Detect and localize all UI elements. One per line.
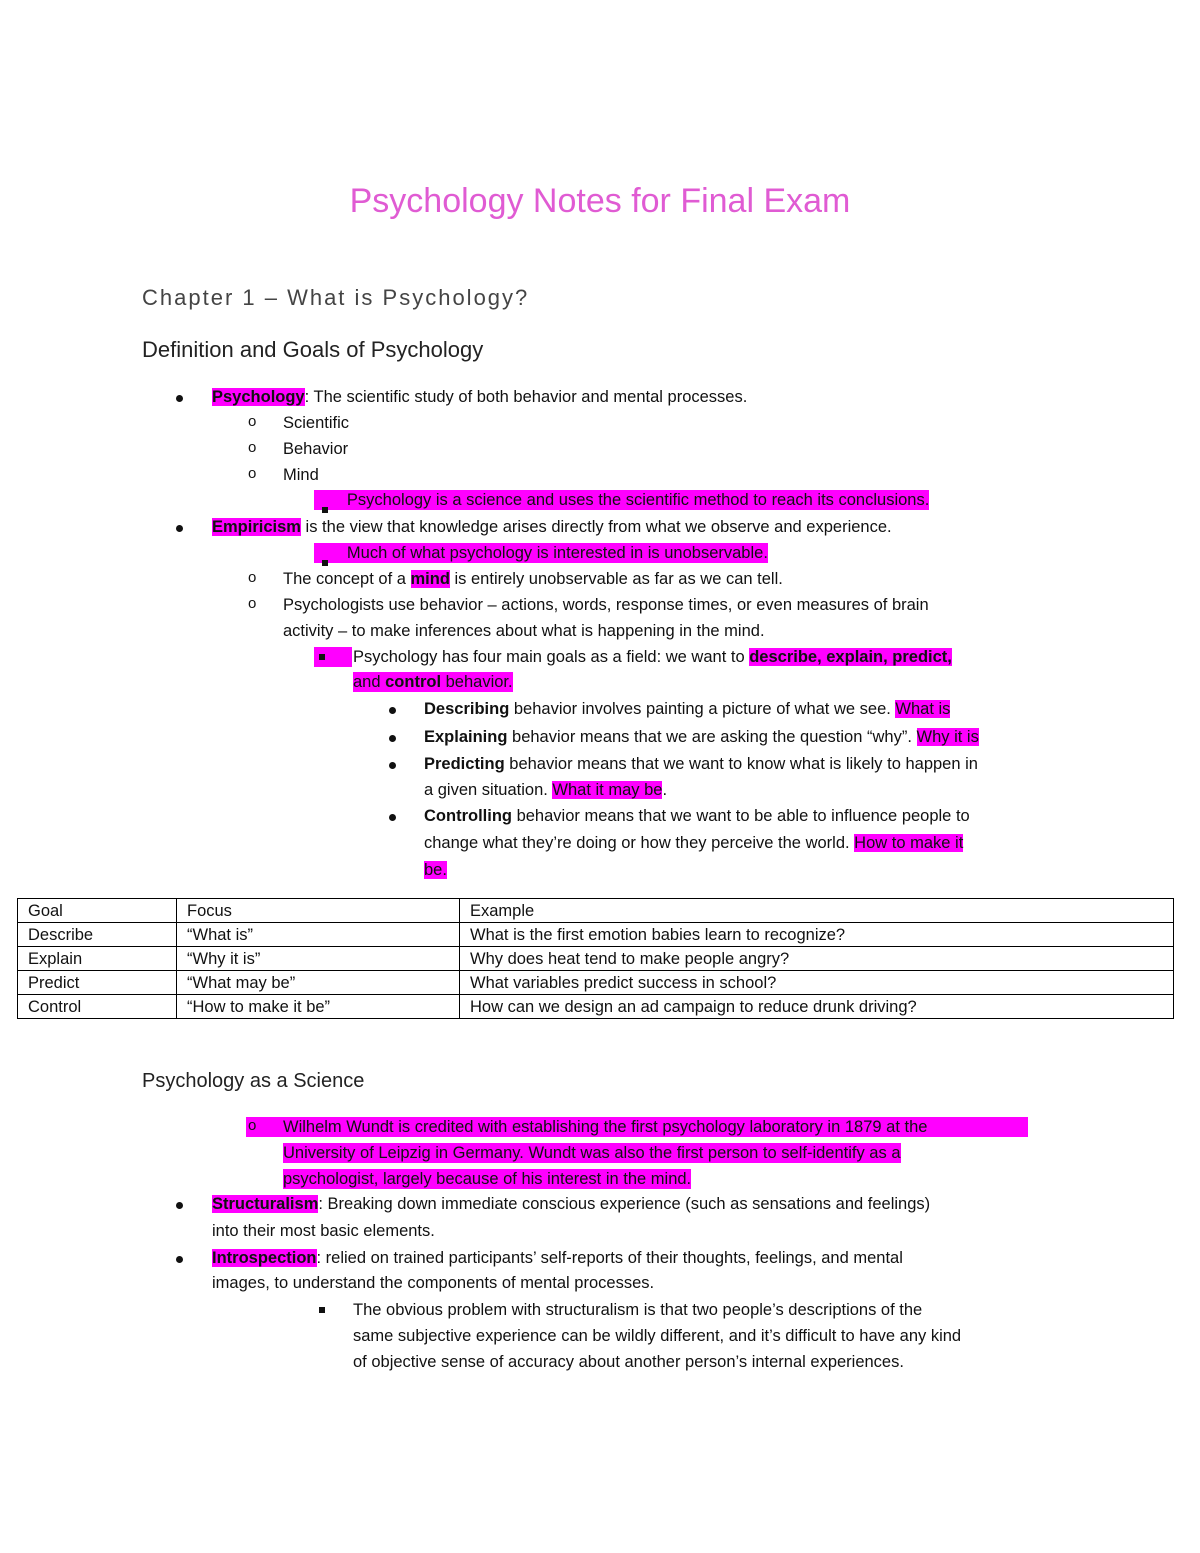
- table-row: [18, 995, 1174, 1019]
- table-cell: Explain: [18, 947, 177, 971]
- section-heading-definition: Definition and Goals of Psychology: [142, 337, 484, 362]
- text: The concept of a: [283, 570, 411, 588]
- text: behavior means that we are asking the question “why”.: [507, 728, 917, 746]
- text: change what they’re doing or how they perceive the world.: [424, 834, 855, 852]
- circle-bullet: o: [248, 465, 257, 482]
- highlight-how-to-make-it: How to make it: [854, 834, 964, 852]
- wundt-line1: Wilhelm Wundt is credited with establishing the first psychology laboratory in 1879 at the: [283, 1118, 928, 1136]
- wundt-line3: psychologist, largely because of his interest in the mind.: [283, 1170, 692, 1188]
- chapter-heading: Chapter 1 – What is Psychology?: [142, 285, 530, 310]
- circle-bullet: o: [248, 569, 257, 586]
- table-cell: “Why it is”: [177, 947, 460, 971]
- table-cell: What variables predict success in school?: [460, 971, 1174, 995]
- bullet-dot: [176, 395, 183, 402]
- text: a given situation.: [424, 781, 553, 799]
- term-empiricism: Empiricism: [212, 518, 301, 536]
- list-item-goals-line1: [353, 647, 952, 667]
- term-psychology: Psychology: [212, 388, 305, 406]
- definition-text: is the view that knowledge arises directly from what we observe and experience.: [300, 518, 892, 536]
- term-introspection: Introspection: [212, 1249, 317, 1267]
- list-item-behavior: Behavior: [283, 440, 349, 458]
- highlight-note-science: [314, 490, 929, 510]
- table-header-cell: Focus: [177, 899, 460, 923]
- list-item-introspection-line1: [212, 1248, 903, 1268]
- wundt-line2: University of Leipzig in Germany. Wundt was also the first person to self-identify as a: [283, 1144, 901, 1162]
- table-row: [18, 971, 1174, 995]
- table-cell: Why does heat tend to make people angry?: [460, 947, 1174, 971]
- text: .: [662, 781, 668, 799]
- term-mind: mind: [410, 570, 450, 588]
- bullet-dot: [389, 735, 396, 742]
- problem-line3: of objective sense of accuracy about another person’s internal experiences.: [353, 1353, 904, 1371]
- highlight-be: be.: [424, 861, 447, 879]
- list-item-mind: Mind: [283, 466, 319, 484]
- section-heading-science: Psychology as a Science: [142, 1070, 365, 1092]
- problem-line2: same subjective experience can be wildly different, and it’s difficult to have any kind: [353, 1327, 962, 1345]
- list-item-behavior-line2: activity – to make inferences about what is happening in the mind.: [283, 622, 765, 640]
- goal-control: control: [385, 673, 442, 691]
- table-row: [18, 923, 1174, 947]
- text: behavior means that we want to know what is likely to happen in: [504, 755, 978, 773]
- list-item-empiricism: [212, 517, 892, 537]
- square-bullet: [322, 560, 328, 566]
- list-item-behavior-line1: Psychologists use behavior – actions, words, response times, or even measures of brain: [283, 596, 929, 614]
- table-cell: Control: [18, 995, 177, 1019]
- list-item-explaining: [424, 727, 979, 747]
- table-cell: How can we design an ad campaign to reduce drunk driving?: [460, 995, 1174, 1019]
- square-bullet: [319, 1307, 325, 1313]
- term-describing: Describing: [424, 700, 510, 718]
- problem-line1: The obvious problem with structuralism is that two people’s descriptions of the: [353, 1301, 923, 1319]
- list-item-structuralism-line2: into their most basic elements.: [212, 1222, 435, 1240]
- highlight-what-it-may-be: What it may be: [552, 781, 663, 799]
- text: behavior involves painting a picture of what we see.: [509, 700, 896, 718]
- circle-bullet: o: [248, 1117, 257, 1134]
- text: : relied on trained participants’ self-reports of their thoughts, feelings, and mental: [316, 1249, 903, 1267]
- goals-verbs: describe, explain, predict,: [749, 648, 952, 666]
- bullet-dot: [389, 762, 396, 769]
- page-title: Psychology Notes for Final Exam: [349, 182, 851, 220]
- square-bullet: [319, 654, 325, 660]
- bullet-dot: [176, 1202, 183, 1209]
- list-item-controlling-line3: [424, 860, 447, 880]
- table-cell: Predict: [18, 971, 177, 995]
- text: is entirely unobservable as far as we can tell.: [449, 570, 783, 588]
- table-row: [18, 947, 1174, 971]
- table-cell: “How to make it be”: [177, 995, 460, 1019]
- table-cell: Describe: [18, 923, 177, 947]
- table-header-row: [18, 899, 1174, 923]
- text: : Breaking down immediate conscious experience (such as sensations and feelings): [318, 1195, 931, 1213]
- circle-bullet: o: [248, 595, 257, 612]
- list-item-introspection-line2: images, to understand the components of mental processes.: [212, 1274, 655, 1292]
- term-predicting: Predicting: [424, 755, 505, 773]
- circle-bullet: o: [248, 413, 257, 430]
- text: behavior.: [441, 673, 513, 691]
- list-item-mind-concept: [283, 569, 783, 589]
- list-item-goals-line2: [353, 672, 513, 692]
- goals-table: [17, 898, 1174, 1019]
- term-controlling: Controlling: [424, 807, 512, 825]
- highlight-note-unobservable: [314, 543, 768, 563]
- highlight-what-is: What is: [895, 700, 951, 718]
- highlight-why-it-is: Why it is: [916, 728, 979, 746]
- text: Psychology has four main goals as a field: we want to: [353, 648, 750, 666]
- list-item-psychology: [212, 387, 747, 407]
- circle-bullet: o: [248, 439, 257, 456]
- list-item-controlling-line2: [424, 833, 963, 853]
- list-item-predicting-line1: [424, 754, 978, 774]
- list-item-scientific: Scientific: [283, 414, 350, 432]
- list-item-describing: [424, 699, 950, 719]
- bullet-dot: [176, 525, 183, 532]
- text: and: [353, 673, 386, 691]
- note-text: Much of what psychology is interested in is unobservable.: [346, 544, 768, 562]
- bullet-dot: [389, 707, 396, 714]
- list-item-controlling-line1: [424, 806, 970, 826]
- table-cell: What is the first emotion babies learn to recognize?: [460, 923, 1174, 947]
- table-cell: “What may be”: [177, 971, 460, 995]
- bullet-dot: [389, 814, 396, 821]
- term-structuralism: Structuralism: [212, 1195, 319, 1213]
- term-explaining: Explaining: [424, 728, 508, 746]
- bullet-dot: [176, 1256, 183, 1263]
- list-item-structuralism-line1: [212, 1194, 930, 1214]
- list-item-predicting-line2: [424, 780, 667, 800]
- table-cell: “What is”: [177, 923, 460, 947]
- square-bullet: [322, 507, 328, 513]
- table-header-cell: Goal: [18, 899, 177, 923]
- table-header-cell: Example: [460, 899, 1174, 923]
- note-text: Psychology is a science and uses the scientific method to reach its conclusions.: [346, 491, 930, 509]
- text: behavior means that we want to be able to influence people to: [511, 807, 970, 825]
- definition-text: : The scientific study of both behavior and mental processes.: [304, 388, 748, 406]
